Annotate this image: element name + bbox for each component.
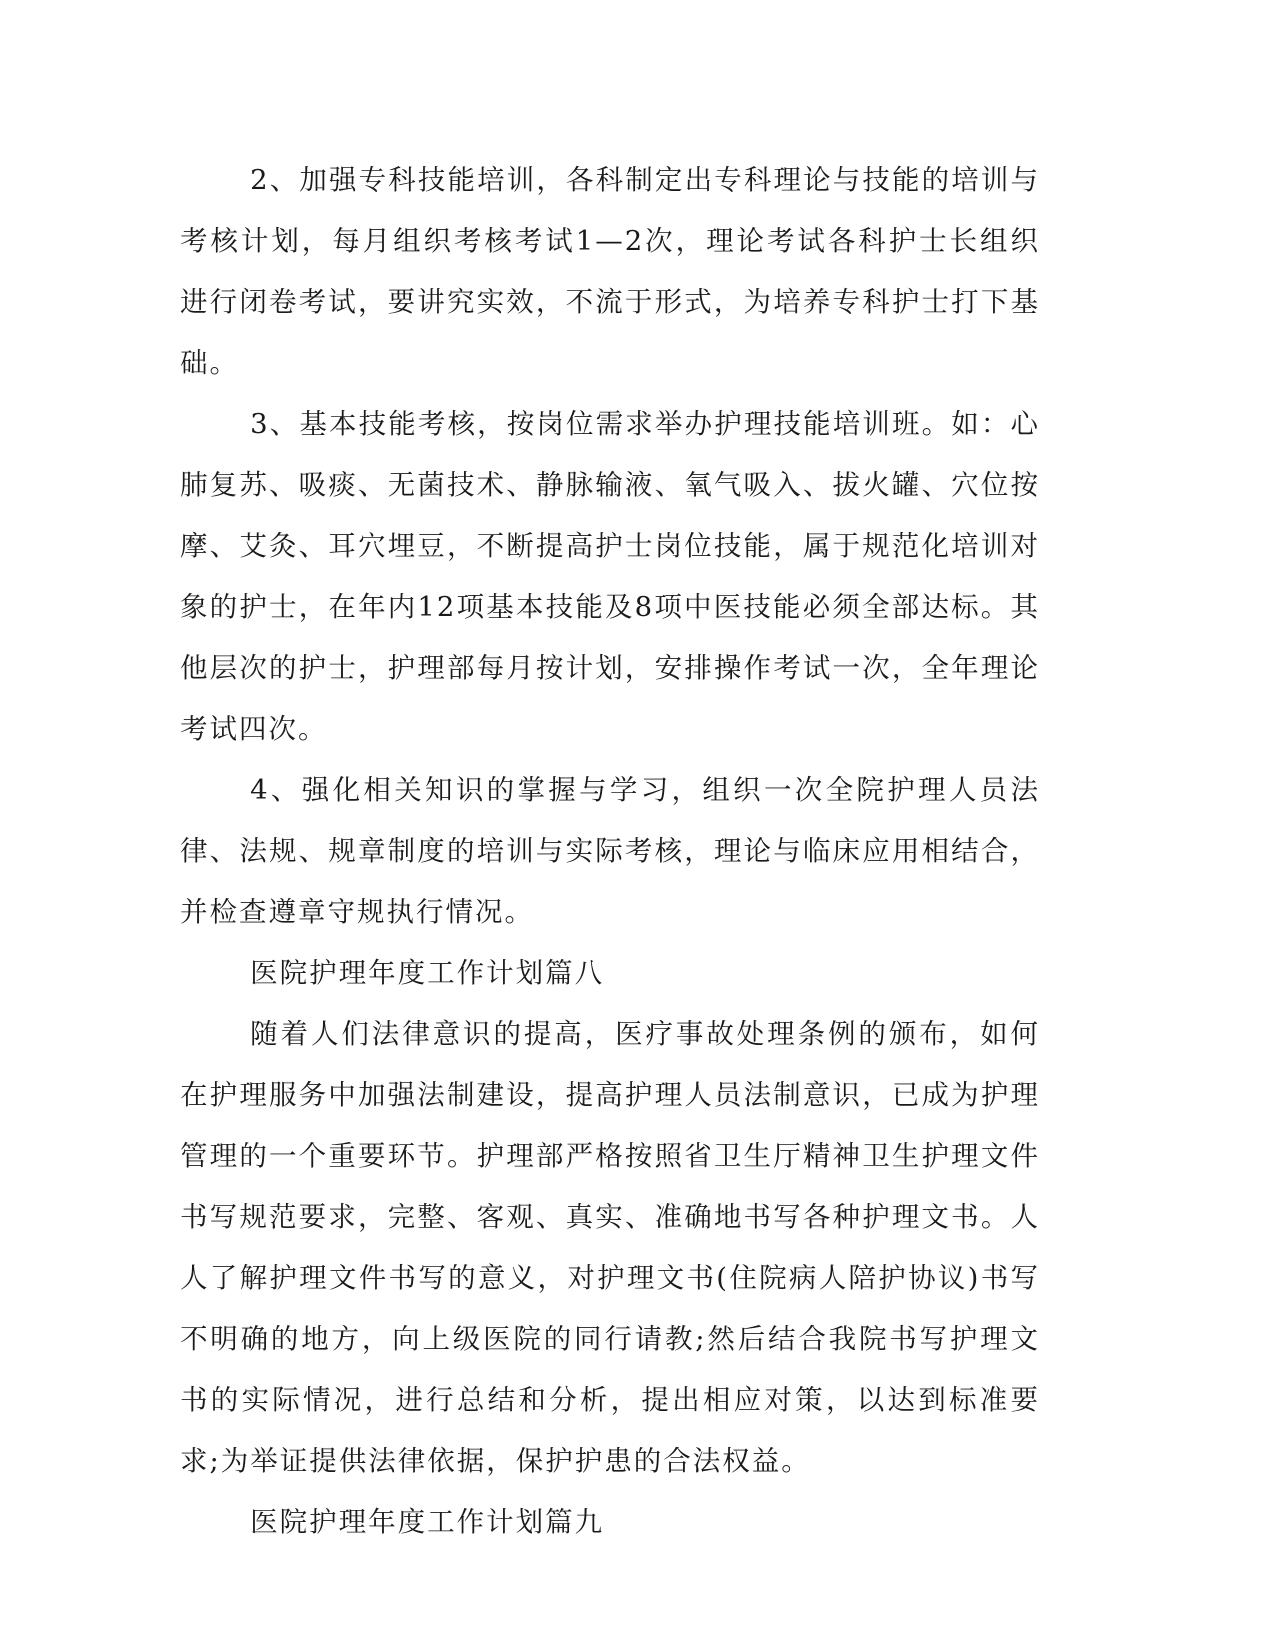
document-body — [180, 150, 1040, 1553]
section-heading-8: 医院护理年度工作计划篇八 — [250, 957, 605, 989]
paragraph-section-8: 随着人们法律意识的提高，医疗事故处理条例的颁布，如何在护理服务中加强法制建设，提高护理人员法制意识，已成为护理管理的一个重要环节。护理部严格按照省卫生厅精神卫生护理文件书写规范要求，完整、客观、真实、准确地书写各种护理文书。人人了解护理文件书写的意义，对护理文书(住院病人陪护协议)书写不明确的地方，向上级医院的同行请教;然后结合我院书写护理文书的实际情况，进行总结和分析，提出相应对策，以达到标准要求;为举证提供法律依据，保护护患的合法权益。 — [180, 1018, 1040, 1477]
section-heading-9: 医院护理年度工作计划篇九 — [250, 1506, 605, 1538]
paragraph-item-3: 3、基本技能考核，按岗位需求举办护理技能培训班。如：心肺复苏、吸痰、无菌技术、静脉输液、氧气吸入、拔火罐、穴位按摩、艾灸、耳穴埋豆，不断提高护士岗位技能，属于规范化培训对象的护士，在年内12项基本技能及8项中医技能必须全部达标。其他层次的护士，护理部每月按计划，安排操作考试一次，全年理论考试四次。 — [180, 408, 1040, 745]
paragraph-item-2: 2、加强专科技能培训，各科制定出专科理论与技能的培训与考核计划，每月组织考核考试1—2次，理论考试各科护士长组织进行闭卷考试，要讲究实效，不流于形式，为培养专科护士打下基础。 — [180, 164, 1040, 379]
paragraph-item-4: 4、强化相关知识的掌握与学习，组织一次全院护理人员法律、法规、规章制度的培训与实际考核，理论与临床应用相结合，并检查遵章守规执行情况。 — [180, 774, 1040, 928]
